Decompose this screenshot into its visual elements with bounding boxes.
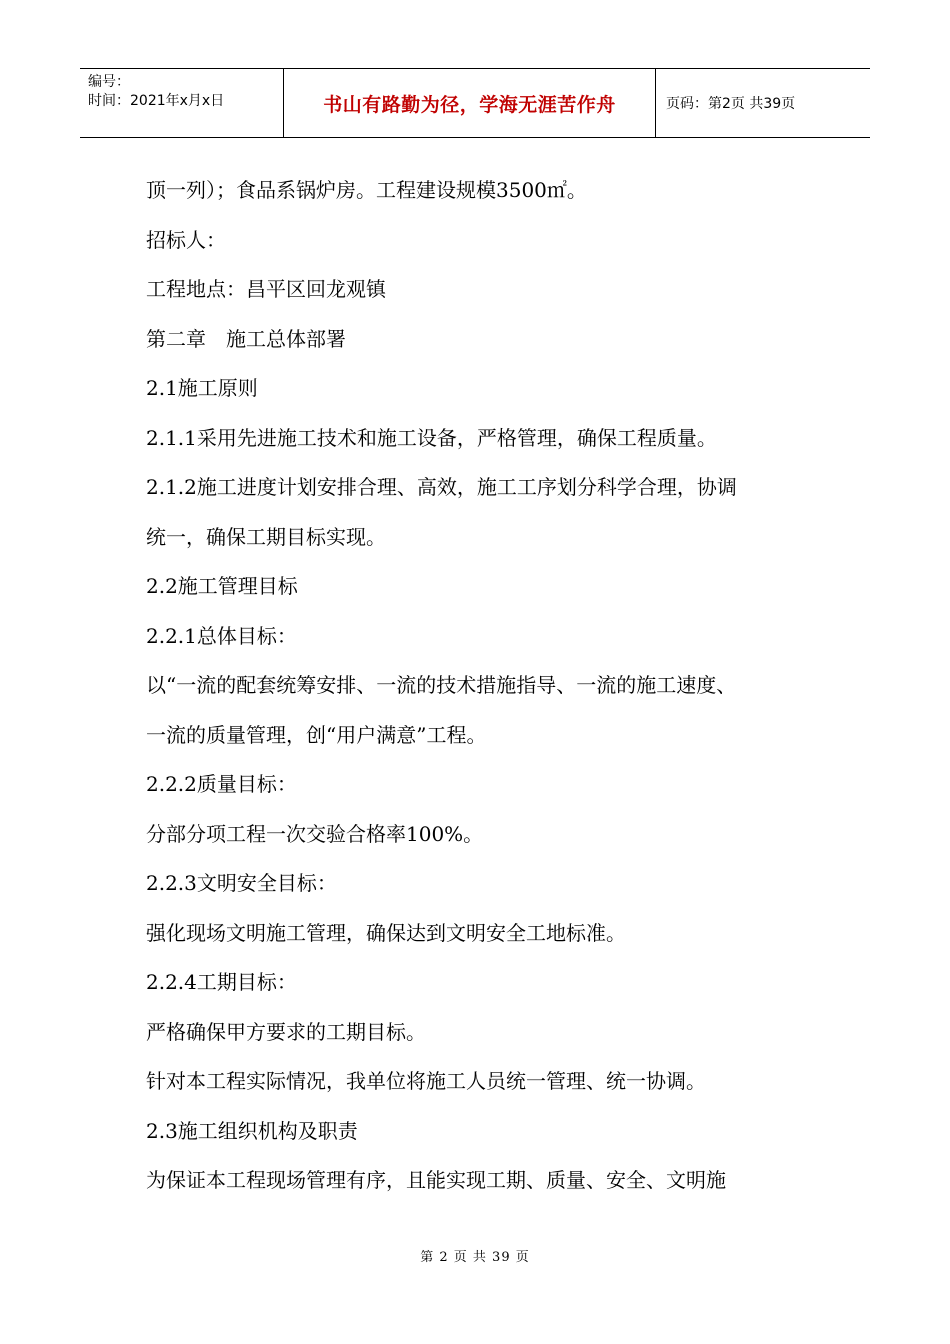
subsection-heading: 2.2.2质量目标： xyxy=(146,772,297,796)
section-heading: 2.1施工原则 xyxy=(146,376,258,400)
subsection-heading: 2.2.1总体目标： xyxy=(146,623,297,648)
body-line: 以“一流的配套统筹安排、一流的技术措施指导、一流的施工速度、 xyxy=(146,673,737,697)
body-line: 2.1.1采用先进施工技术和施工设备，严格管理，确保工程质量。 xyxy=(146,425,717,450)
section-heading: 2.3施工组织机构及职责 xyxy=(146,1118,358,1143)
body-line: 工程地点：昌平区回龙观镇 xyxy=(146,277,386,301)
chapter-heading: 第二章 施工总体部署 xyxy=(146,326,346,351)
body-line: 招标人： xyxy=(146,227,226,252)
header-page-info: 页码：第2页 共39页 xyxy=(666,96,796,112)
body-line: 统一，确保工期目标实现。 xyxy=(146,524,386,549)
body-line: 分部分项工程一次交验合格率100%。 xyxy=(146,821,484,846)
body-line: 为保证本工程现场管理有序，且能实现工期、质量、安全、文明施 xyxy=(146,1168,726,1192)
body-line: 一流的质量管理，创“用户满意”工程。 xyxy=(146,722,487,747)
document-body xyxy=(146,166,826,1206)
body-line: 顶一列）；食品系锅炉房。工程建设规模3500㎡。 xyxy=(146,178,587,202)
subsection-heading: 2.2.3文明安全目标： xyxy=(146,871,337,895)
body-line: 针对本工程实际情况，我单位将施工人员统一管理、统一协调。 xyxy=(146,1069,706,1093)
document-header xyxy=(80,68,870,138)
section-heading: 2.2施工管理目标 xyxy=(146,574,298,598)
header-meta xyxy=(80,69,283,137)
page-footer: 第 2 页 共 39 页 xyxy=(420,1250,530,1265)
header-motto: 书山有路勤为径，学海无涯苦作舟 xyxy=(283,69,656,137)
body-line: 严格确保甲方要求的工期目标。 xyxy=(146,1019,426,1044)
body-line: 2.1.2施工进度计划安排合理、高效，施工工序划分科学合理，协调 xyxy=(146,475,737,499)
document-date: 时间：2021年x月x日 xyxy=(88,93,225,109)
body-line: 强化现场文明施工管理，确保达到文明安全工地标准。 xyxy=(146,920,626,945)
subsection-heading: 2.2.4工期目标： xyxy=(146,970,297,994)
document-number-label: 编号： xyxy=(88,74,130,90)
